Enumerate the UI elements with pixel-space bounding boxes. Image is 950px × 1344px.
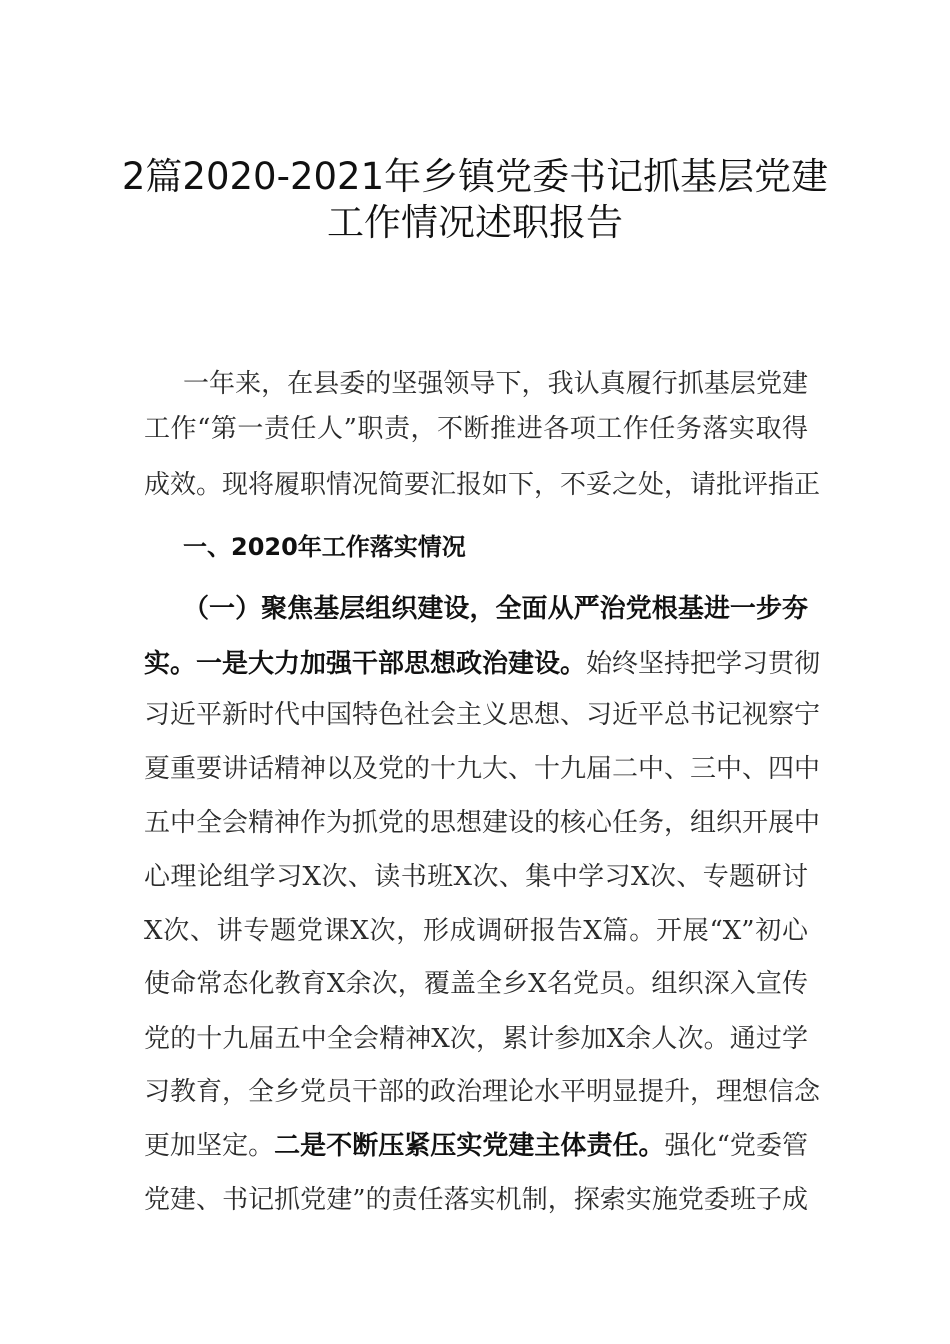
- paragraph-line-9: 党的十九届五中全会精神X次，累计参加X余人次。通过学: [144, 1024, 808, 1054]
- section-heading: 一、2020年工作落实情况: [183, 533, 466, 561]
- paragraph-line-3: 习近平新时代中国特色社会主义思想、习近平总书记视察宁: [144, 700, 821, 730]
- paragraph-text: 更加坚定。: [144, 1131, 275, 1161]
- document-title-line-1: 2篇2020-2021年乡镇党委书记抓基层党建: [121, 155, 829, 198]
- paragraph-line-8: 使命常态化教育X余次，覆盖全乡X名党员。组织深入宣传: [144, 969, 808, 999]
- paragraph-line-6: 心理论组学习X次、读书班X次、集中学习X次、专题研讨: [144, 862, 808, 892]
- intro-line-3: 成效。现将履职情况简要汇报如下，不妥之处，请批评指正: [144, 470, 821, 500]
- paragraph-line-7: X次、讲专题党课X次，形成调研报告X篇。开展“X”初心: [144, 916, 808, 946]
- paragraph-line-11: [144, 1126, 808, 1166]
- paragraph-line-4: 夏重要讲话精神以及党的十九大、十九届二中、三中、四中: [144, 754, 821, 784]
- subheading-inline: 二是不断压紧压实党建主体责任。: [274, 1131, 665, 1161]
- document-title-line-2: 工作情况述职报告: [327, 201, 623, 244]
- paragraph-line-2: [144, 644, 821, 684]
- paragraph-heading-line: （一）聚焦基层组织建设，全面从严治党根基进一步夯: [183, 594, 808, 624]
- intro-line-2: 工作“第一责任人”职责，不断推进各项工作任务落实取得: [144, 414, 808, 444]
- intro-line-1: 一年来，在县委的坚强领导下，我认真履行抓基层党建: [183, 369, 808, 399]
- paragraph-line-12: 党建、书记抓党建”的责任落实机制，探索实施党委班子成: [144, 1185, 808, 1215]
- paragraph-text: 强化“党委管: [664, 1131, 808, 1161]
- subheading-inline: 实。一是大力加强干部思想政治建设。: [144, 649, 587, 679]
- paragraph-line-10: 习教育，全乡党员干部的政治理论水平明显提升，理想信念: [144, 1077, 821, 1107]
- paragraph-line-5: 五中全会精神作为抓党的思想建设的核心任务，组织开展中: [144, 808, 821, 838]
- paragraph-text: 始终坚持把学习贯彻: [586, 649, 821, 679]
